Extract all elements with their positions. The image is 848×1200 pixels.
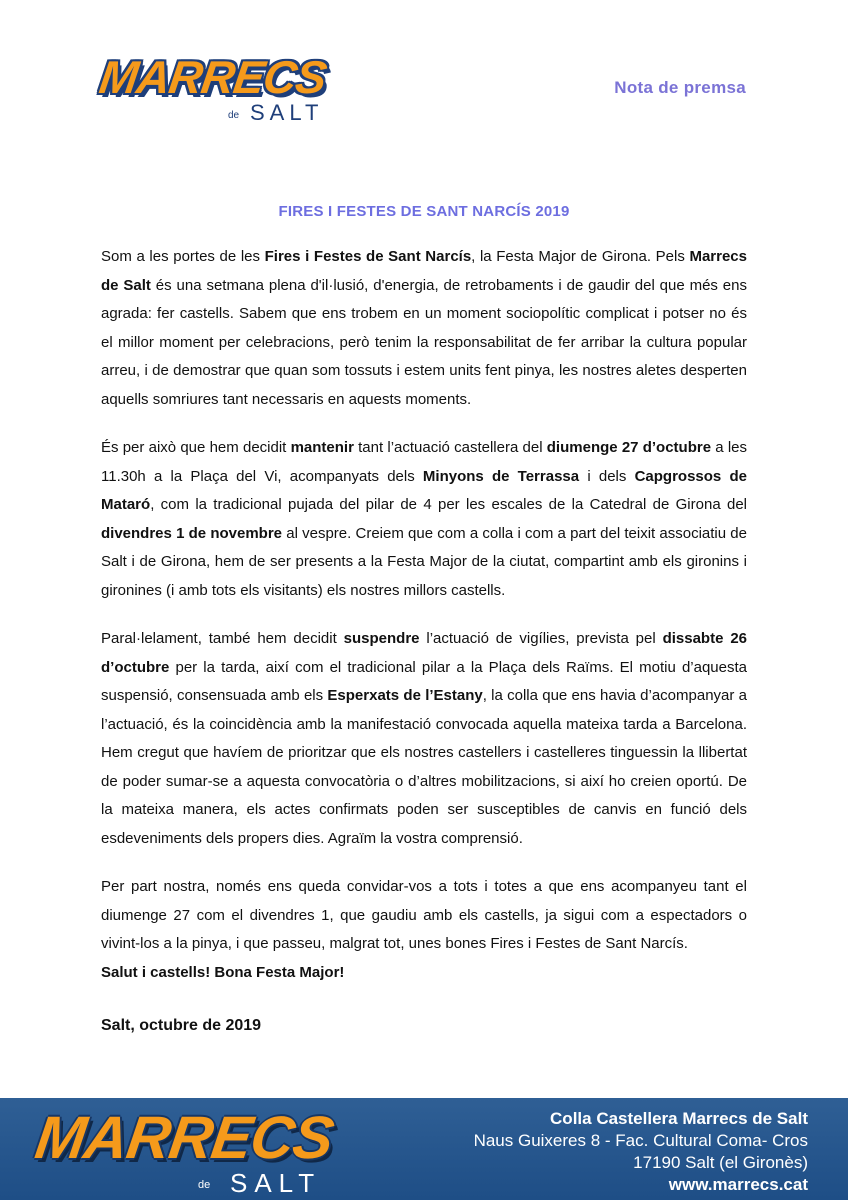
contact-name: Colla Castellera Marrecs de Salt [550, 1109, 808, 1128]
paragraph [101, 625, 747, 853]
bold-phrase: Fires i Festes de Sant Narcís [264, 248, 472, 265]
text-run: és una setmana plena d'il·lusió, d'energia, de retrobaments i de gaudir del que més ens agrada: fer castells. Sabem que ens trobem en un moment sociopolític complicat i potser no és el millor moment per celebracions, però tenim la responsabilitat de fer arribar la cultura popular arreu, i de demostrar que quan som tossuts i estem units fent pinya, les nostres aletes desperten aquells somriures tant necessaris en aquests moments. [101, 276, 747, 408]
bold-phrase: Esperxats de l’Estany [327, 687, 483, 704]
header-logo [96, 51, 340, 128]
logo-wordmark: MARRECS [96, 51, 330, 103]
paragraph [101, 434, 747, 605]
footer-logo-de-text: de [198, 1179, 211, 1191]
logo-salt-text: SALT [250, 100, 324, 125]
closing-line: Salut i castells! Bona Festa Major! [101, 964, 345, 981]
text-run: , la Festa Major de Girona. Pels [471, 248, 690, 265]
text-run: Per part nostra, només ens queda convidar-vos a tots i totes a que ens acompanyeu tant el diumenge 27 com el divendres 1, que gaudiu amb els castells, ja sigui com a espectadors o vivint-los a la pinya, i que passeu, malgrat tot, unes bones Fires i Festes de Sant Narcís. [101, 878, 747, 952]
bold-phrase: diumenge 27 d’octubre [546, 439, 712, 456]
text-run: a les 11.30h a la Plaça del Vi, acompanyats dels [101, 439, 748, 485]
contact-city: 17190 Salt (el Gironès) [633, 1153, 808, 1172]
bold-phrase: divendres 1 de novembre [101, 524, 283, 542]
bold-phrase: Marrecs de Salt [101, 248, 747, 294]
document-body [101, 243, 747, 979]
bold-phrase: dissabte 26 d’octubre [101, 630, 748, 676]
text-run: i dels [579, 467, 635, 485]
paragraph [101, 873, 747, 959]
text-run: per la tarda, així com el tradicional pilar a la Plaça dels Raïms. El motiu d’aquesta suspensió, consensuada amb els [101, 658, 747, 704]
text-run: al vespre. Creiem que com a colla i com a part del teixit associatiu de Salt i de Girona, hem de ser presents a la Festa Major de la ciutat, compartint amb els gironins i gironines (i amb tots els visitants) els nostres millors castells. [101, 524, 747, 599]
text-run: És per això que hem decidit [101, 439, 291, 456]
footer-logo-salt-text: SALT [230, 1168, 322, 1198]
text-run: , la colla que ens havia d’acompanyar a l’actuació, és la coincidència amb la manifestació convocada aquella mateixa tarda a Barcelona. Hem cregut que havíem de prioritzar que els nostres castellers i castelleres tinguessin la llibertat de poder sumar-se a aquesta convocatòria o d’altres mobilitzacions, si així ho creien oportú. De la mateixa manera, els actes confirmats poden ser susceptibles de canvis en funció dels esdeveniments dels propers dies. Agraïm la vostra comprensió. [101, 687, 747, 847]
logo-de-text: de [228, 110, 240, 121]
document-title: FIRES I FESTES DE SANT NARCÍS 2019 [278, 203, 570, 220]
contact-address: Naus Guixeres 8 - Fac. Cultural Coma- Cros [473, 1131, 808, 1150]
place-date: Salt, octubre de 2019 [101, 1017, 262, 1034]
text-run: , com la tradicional pujada del pilar de 4 per les escales de la Catedral de Girona del [150, 496, 747, 513]
text-run: tant l’actuació castellera del [353, 439, 547, 456]
footer-banner [0, 1098, 848, 1200]
bold-phrase: suspendre [343, 630, 420, 647]
contact-website-link[interactable]: www.marrecs.cat [668, 1175, 808, 1194]
text-run: l’actuació de vigílies, prevista pel [419, 630, 663, 647]
bold-phrase: Minyons de Terrassa [422, 467, 580, 485]
bold-phrase: mantenir [290, 439, 354, 456]
press-note-label: Nota de premsa [614, 78, 746, 97]
footer-logo-wordmark: MARRECS [31, 1104, 338, 1171]
footer-logo [31, 1104, 356, 1198]
paragraph [101, 243, 747, 414]
bold-phrase: Capgrossos de Mataró [101, 467, 747, 513]
text-run: Som a les portes de les [101, 248, 265, 265]
footer-contact [474, 1108, 808, 1196]
text-run: Paral·lelament, també hem decidit [101, 630, 344, 647]
